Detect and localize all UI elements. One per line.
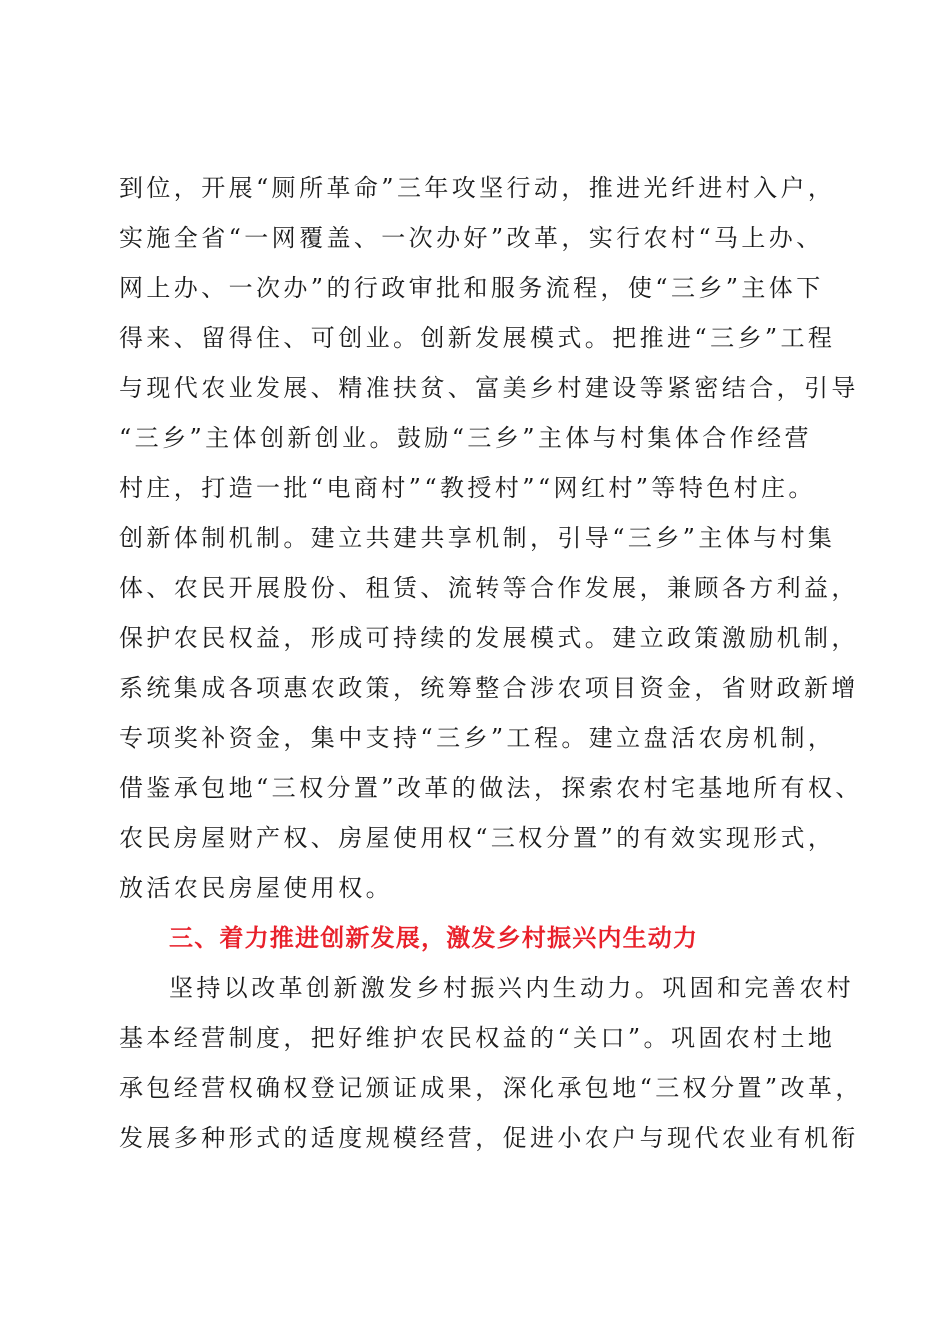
text-line: 借鉴承包地“三权分置”改革的做法，探索农村宅基地所有权、 bbox=[119, 774, 863, 802]
text-line: 保护农民权益，形成可持续的发展模式。建立政策激励机制， bbox=[119, 624, 859, 652]
text-line: 承包经营权确权登记颁证成果，深化承包地“三权分置”改革， bbox=[119, 1074, 863, 1102]
text-line: 体、农民开展股份、租赁、流转等合作发展，兼顾各方利益， bbox=[119, 574, 859, 602]
text-line: 基本经营制度，把好维护农民权益的“关口”。巩固农村土地 bbox=[119, 1024, 836, 1052]
text-line: 农民房屋财产权、房屋使用权“三权分置”的有效实现形式， bbox=[119, 824, 836, 852]
text-line: 创新体制机制。建立共建共享机制，引导“三乡”主体与村集 bbox=[119, 524, 836, 552]
text-line: 放活农民房屋使用权。 bbox=[119, 874, 393, 902]
text-line: 与现代农业发展、精准扶贫、富美乡村建设等紧密结合，引导 bbox=[119, 374, 859, 402]
text-line: 专项奖补资金，集中支持“三乡”工程。建立盘活农房机制， bbox=[119, 724, 836, 752]
text-line: 网上办、一次办”的行政审批和服务流程，使“三乡”主体下 bbox=[119, 274, 824, 302]
text-line: 实施全省“一网覆盖、一次办好”改革，实行农村“马上办、 bbox=[119, 224, 824, 252]
text-line: 得来、留得住、可创业。创新发展模式。把推进“三乡”工程 bbox=[119, 324, 836, 352]
text-line: 到位，开展“厕所革命”三年攻坚行动，推进光纤进村入户， bbox=[119, 174, 836, 202]
text-line: “三乡”主体创新创业。鼓励“三乡”主体与村集体合作经营 bbox=[119, 424, 812, 452]
text-line: 发展多种形式的适度规模经营，促进小农户与现代农业有机衔 bbox=[119, 1124, 859, 1152]
text-line: 系统集成各项惠农政策，统筹整合涉农项目资金，省财政新增 bbox=[119, 674, 859, 702]
text-line: 村庄，打造一批“电商村”“教授村”“网红村”等特色村庄。 bbox=[119, 474, 816, 502]
section-heading: 三、着力推进创新发展，激发乡村振兴内生动力 bbox=[169, 924, 699, 952]
text-line: 坚持以改革创新激发乡村振兴内生动力。巩固和完善农村 bbox=[169, 974, 854, 1002]
document-body bbox=[119, 163, 863, 1163]
paragraph-continued bbox=[119, 163, 863, 913]
paragraph-section-three bbox=[119, 963, 863, 1163]
